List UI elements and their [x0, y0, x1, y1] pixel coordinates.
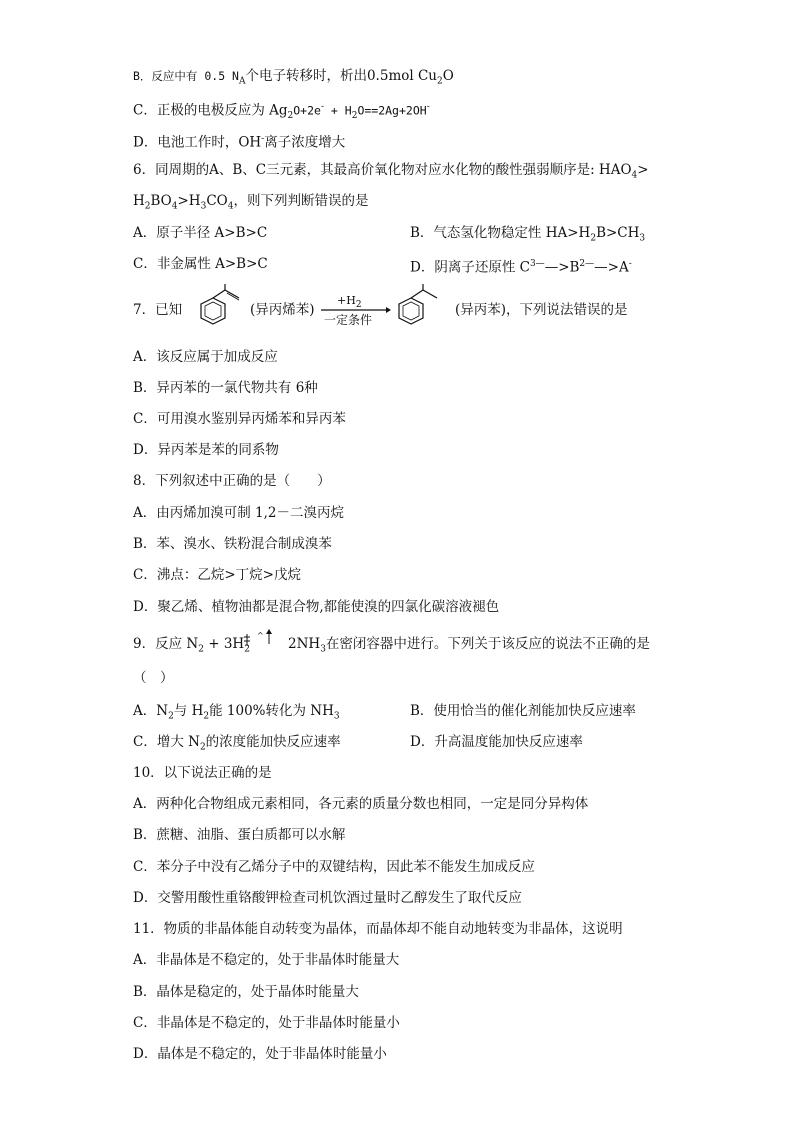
q9-option-a: A．$N_2$与 $H_2$能 100%转化为 $NH_3$: [133, 703, 340, 722]
q6-option-a: A．原子半径 A>B>C: [133, 225, 268, 241]
q10-option-a: A．两种化合物组成元素相同，各元素的质量分数也相同，一定是同分异构体: [133, 796, 589, 812]
q6-stem-line1: 6．同周期的A、B、C三元素，其最高价氧化物对应水化物的酸性强弱顺序是: $HAO_4>$: [133, 162, 649, 181]
q11-stem: 11．物质的非晶体能自动转变为晶体，而晶体却不能自动地转变为非晶体，这说明: [133, 921, 623, 937]
q6-option-b: B．气态氢化物稳定性 $HA>H_2B>CH_3$: [410, 225, 646, 244]
q5-option-d: D．电池工作时，OH-离子浓度增大: [133, 134, 346, 151]
q6-stem-line2: $H_2BO_4>H_3CO_4$，则下列判断错误的是: [133, 193, 369, 212]
q7-option-d: D．异丙苯是苯的同系物: [133, 442, 279, 458]
q7-option-b: B．异丙苯的一氯代物共有 6种: [133, 380, 318, 396]
q10-stem: 10．以下说法正确的是: [133, 765, 272, 781]
q5-option-b: B．反应中有 0.5 $N_A$个电子转移时，析出0.5mol $Cu_2O$: [133, 68, 454, 87]
q8-option-d: D．聚乙烯、植物油都是混合物,都能使溴的四氯化碳溶液褪色: [133, 599, 500, 615]
q10-option-c: C．苯分子中没有乙烯分子中的双键结构，因此苯不能发生加成反应: [133, 859, 535, 875]
q7-prefix: 7．已知: [133, 302, 183, 318]
q6-option-d: D．阴离子还原性 $C^{3—}—>B^{2—}—>A^-$: [410, 259, 632, 276]
q10-option-b: B．蔗糖、油脂、蛋白质都可以水解: [133, 827, 346, 843]
q7-name-isopropenylbenzene: (异丙烯苯): [250, 302, 315, 318]
q8-option-c: C．沸点：乙烷>丁烷>戊烷: [133, 567, 301, 583]
q7-option-c: C．可用溴水鉴别异丙烯苯和异丙苯: [133, 411, 346, 427]
q11-option-b: B．晶体是稳定的，处于晶体时能量大: [133, 984, 359, 1000]
q8-option-a: A．由丙烯加溴可制 1,2－二溴丙烷: [133, 505, 345, 521]
q6-options-ab: [133, 224, 267, 242]
q9-option-b: B．使用恰当的催化剂能加快反应速率: [410, 703, 636, 719]
q7-option-a: A．该反应属于加成反应: [133, 349, 278, 365]
isopropenylbenzene-structure: [183, 284, 247, 332]
svg-text:^: ^: [257, 631, 264, 640]
q9-paren: （ ）: [133, 670, 174, 686]
q8-option-b: B．苯、溴水、铁粉混合制成溴苯: [133, 536, 332, 552]
q7-condition-bottom: 一定条件: [324, 313, 373, 327]
q5-option-c: C．正极的电极反应为 $Ag_2O+2e^- + H_2O==2Ag+2OH^-$: [133, 102, 430, 122]
q9-option-d: D．升高温度能加快反应速率: [410, 734, 583, 750]
reversible-arrow-icon: [243, 628, 275, 648]
isopropylbenzene-structure: [393, 284, 453, 332]
q9-stem-rest: $2NH_3$在密闭容器中进行。下列关于该反应的说法不正确的是: [288, 636, 650, 655]
q11-option-c: C．非晶体是不稳定的，处于非晶体时能量小: [133, 1015, 400, 1031]
q7-condition-top: $+H_2$: [337, 294, 362, 311]
q11-option-a: A．非晶体是不稳定的，处于非晶体时能量大: [133, 952, 400, 968]
q7-name-isopropylbenzene: (异丙苯)，下列说法错误的是: [455, 302, 628, 318]
q10-option-d: D．交警用酸性重铬酸钾检查司机饮酒过量时乙醇发生了取代反应: [133, 890, 522, 906]
q6-option-c: C．非金属性 A>B>C: [133, 256, 268, 272]
q11-option-d: D．晶体是不稳定的，处于非晶体时能量小: [133, 1046, 387, 1062]
q8-stem: 8．下列叙述中正确的是（ ）: [133, 473, 331, 489]
q9-stem: 9．反应 $N_2 + 3H_2$: [133, 636, 250, 655]
q9-option-c: C．增大 $N_2$的浓度能加快反应速率: [133, 734, 341, 753]
